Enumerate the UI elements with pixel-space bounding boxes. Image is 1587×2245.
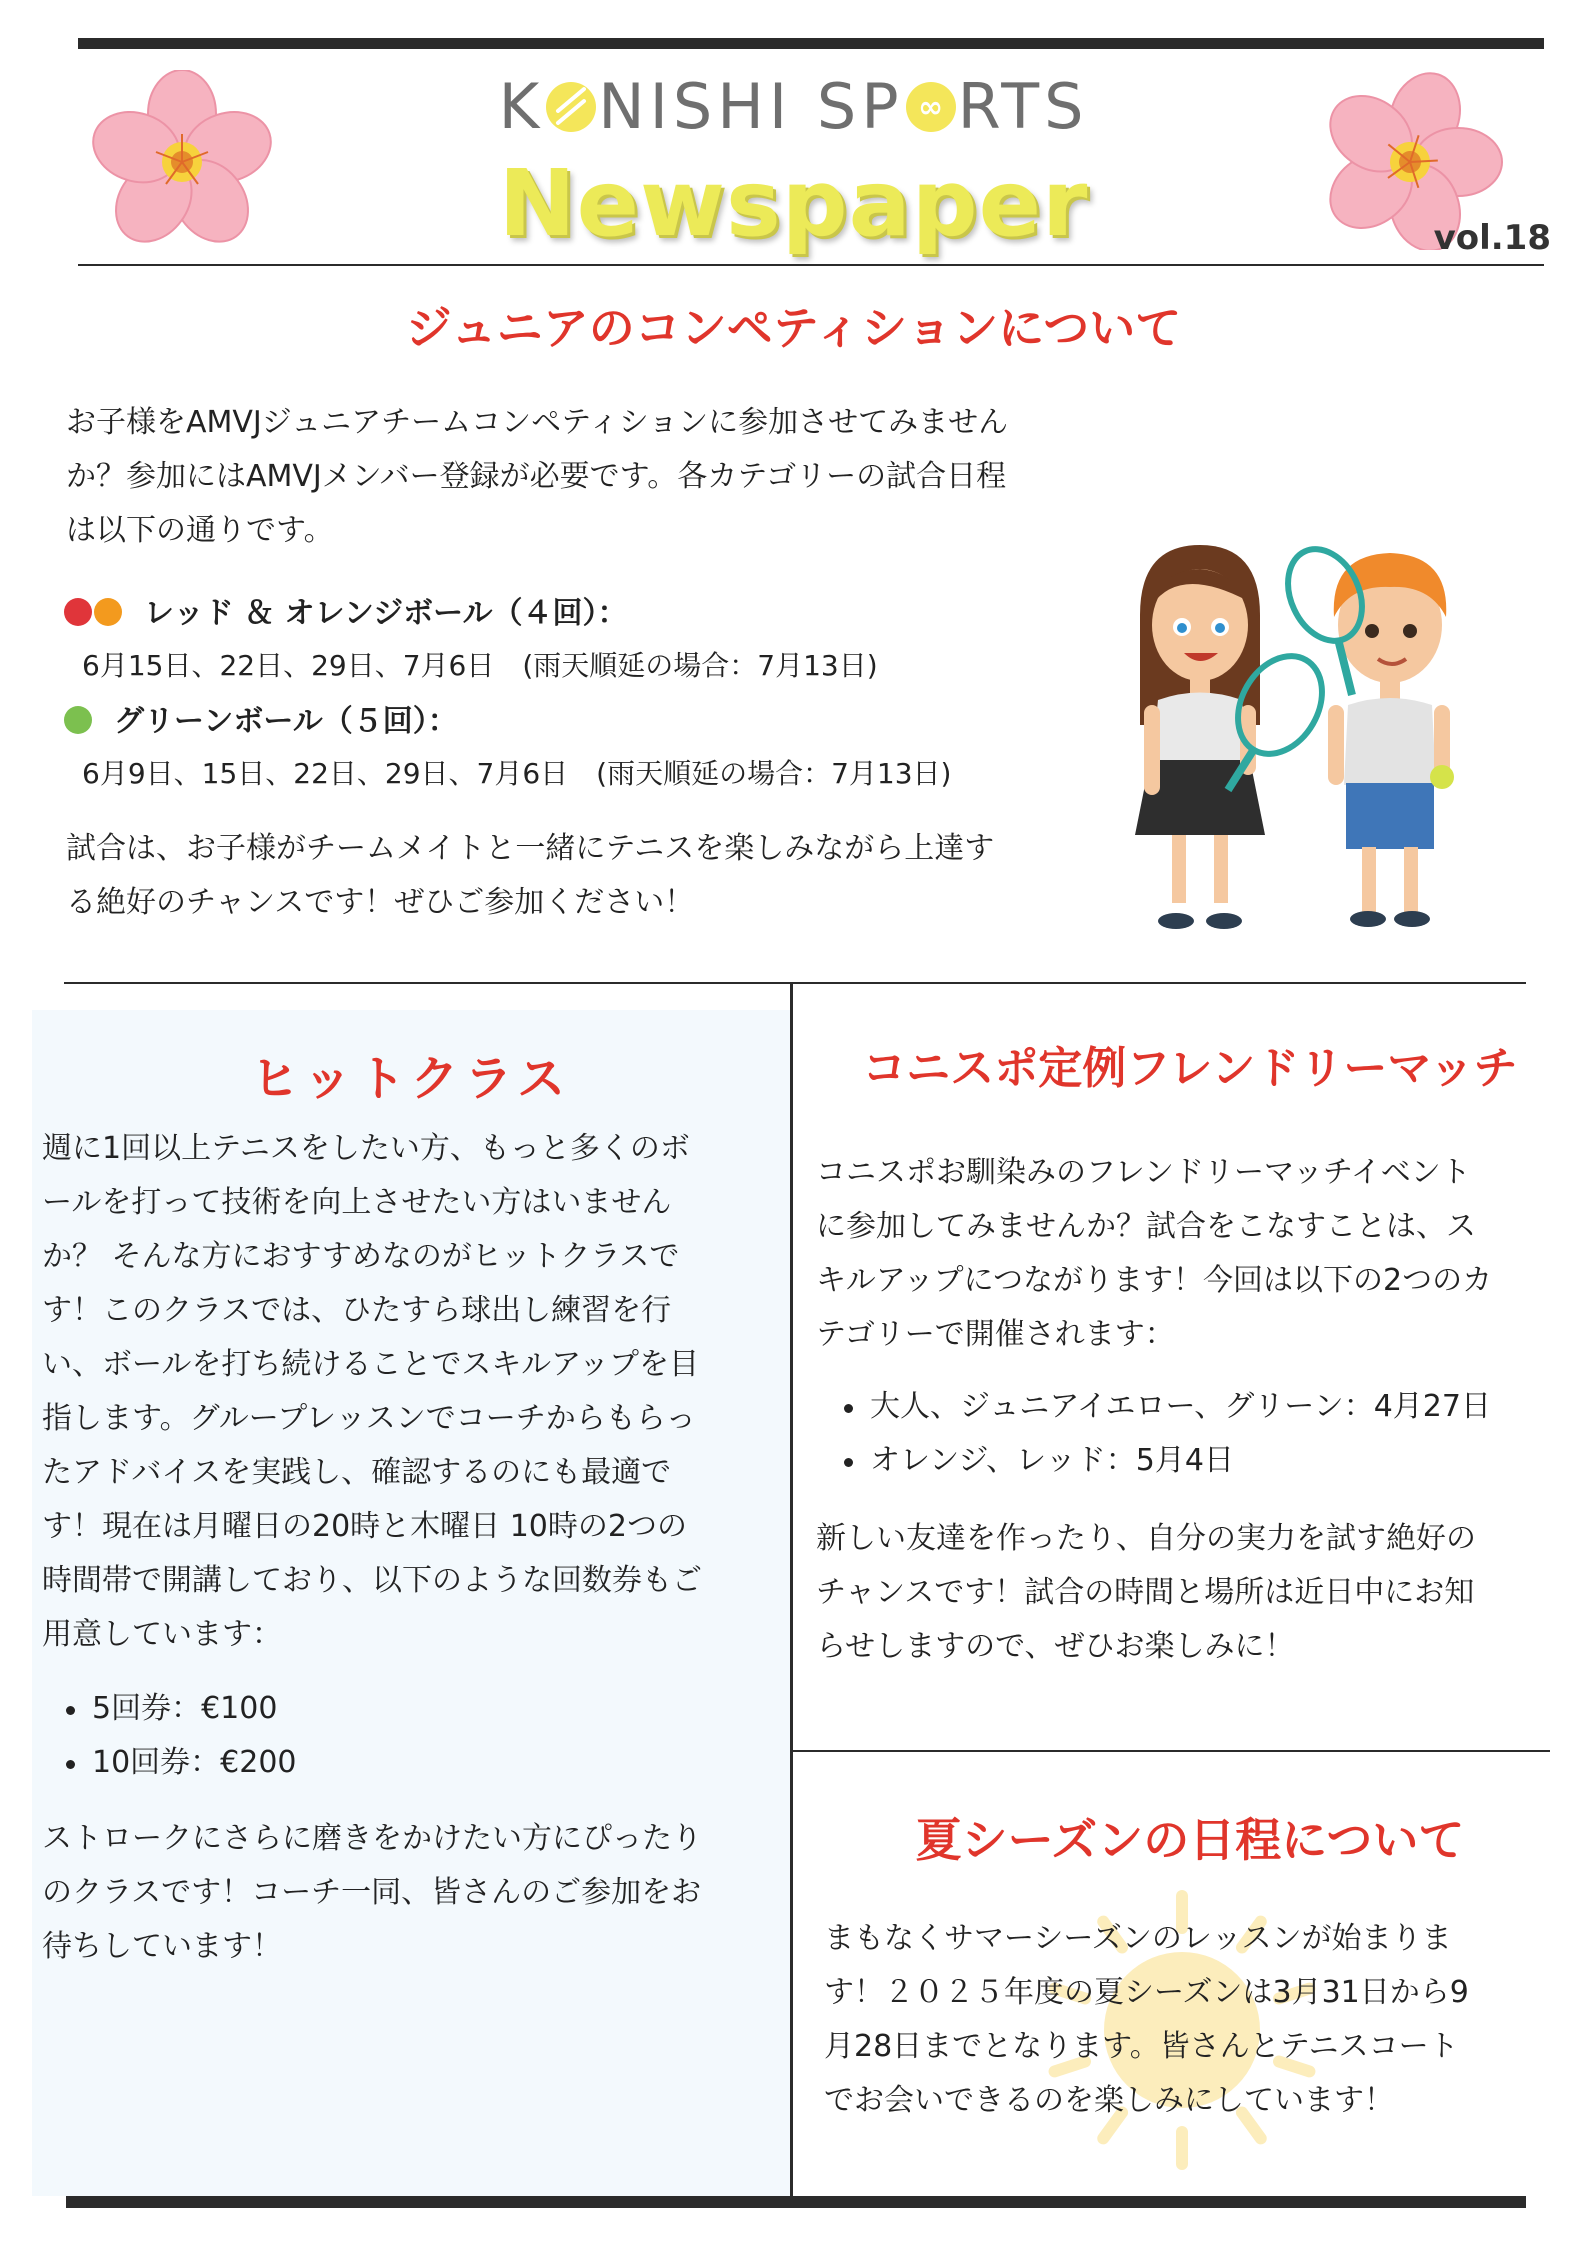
column-divider [790,982,793,2200]
hit-class-closing-line: のクラスです！コーチ一同、皆さんのご参加をお [42,1875,702,1910]
friendly-match-line: キルアップにつながります！今回は以下の2つのカ [816,1263,1493,1298]
summer-line: まもなくサマーシーズンのレッスンが始まりま [824,1921,1452,1956]
green-category-title [64,696,458,740]
infinity-glyph: ∞ [918,90,944,125]
green-title-text: グリーンボール（５回）： [114,704,458,739]
tennis-ball-icon [546,82,596,132]
friendly-match-heading: コニスポ定例フレンドリーマッチ [862,1043,1518,1094]
hit-class-closing-line: 待ちしています！ [42,1929,282,1964]
hit-class-line: 時間帯で開講しており、以下のような回数券もご [42,1563,702,1598]
summer-line: す！２０２５年度の夏シーズンは3月31日から9 [824,1975,1469,2010]
ticket-list [52,1682,297,1790]
friendly-match-closing-line: 新しい友達を作ったり、自分の実力を試す絶好の [816,1521,1476,1556]
junior-divider [64,982,1526,984]
hit-class-line: たアドバイスを実践し、確認するのにも最適で [42,1455,672,1490]
friendly-match-line: コニスポお馴染みのフレンドリーマッチイベント [816,1155,1471,1190]
hit-class-line: ールを打って技術を向上させたい方はいません [42,1185,672,1220]
orange-ball-icon [94,598,122,626]
summer-body [824,1912,1574,2128]
red-orange-title-text: レッド ＆ オレンジボール（４回）： [144,596,628,631]
hit-class-line: 週に1回以上テニスをしたい方、もっと多くのボ [42,1131,690,1166]
brand-text-middle: NISHI SP [598,70,904,143]
hit-class-line: 用意しています： [42,1617,282,1652]
right-column-divider [790,1750,1550,1752]
hit-class-line: 指します。グループレッスンでコーチからもらっ [42,1401,696,1436]
summer-line: でお会いできるのを楽しみにしています！ [824,2083,1394,2118]
friendly-match-categories [830,1380,1491,1488]
hit-class-line: す！このクラスでは、ひたすら球出し練習を行 [42,1293,672,1328]
friendly-match-closing [816,1512,1576,1674]
brand-text-start: K [498,70,545,143]
junior-closing [66,822,1126,930]
junior-intro-line: か？参加にはAMVJメンバー登録が必要です。各カテゴリーの試合日程 [66,459,1007,494]
hit-class-heading: ヒットクラス [250,1051,572,1107]
junior-intro-line: は以下の通りです。 [66,513,334,548]
friendly-match-closing-line: チャンスです！試合の時間と場所は近日中にお知 [816,1575,1475,1610]
brand-logo [0,70,1587,143]
category-item: オレンジ、レッド：5月4日 [830,1434,1491,1488]
hit-class-body [42,1122,787,1662]
summer-heading: 夏シーズンの日程について [915,1813,1465,1867]
junior-heading: ジュニアのコンペティションについて [405,301,1182,355]
category-item: 大人、ジュニアイエロー、グリーン：4月27日 [830,1380,1491,1434]
friendly-match-closing-line: らせしますので、ぜひお楽しみに！ [816,1629,1295,1664]
hit-class-line: す！現在は月曜日の20時と木曜日 10時の2つの [42,1509,687,1544]
girl-figure [1135,545,1339,929]
hit-class-line: か？ そんな方におすすめなのがヒットクラスで [42,1239,680,1274]
summer-line: 月28日までとなります。皆さんとテニスコート [824,2029,1459,2064]
hit-class-closing-line: ストロークにさらに磨きをかけたい方にぴったり [42,1821,702,1856]
hit-class-line: い、ボールを打ち続けることでスキルアップを目 [42,1347,699,1382]
red-orange-dates: 6月15日、22日、29日、7月6日 (雨天順延の場合：7月13日) [82,649,878,682]
newspaper-title: Newspaper [498,150,1089,257]
bottom-rule [66,2196,1526,2208]
friendly-match-line: テゴリーで開催されます： [816,1317,1175,1352]
junior-closing-line: る絶好のチャンスです！ぜひご参加ください！ [66,885,695,920]
top-rule [78,38,1544,49]
kids-tennis-illustration [1120,535,1510,935]
junior-closing-line: 試合は、お子様がチームメイトと一緒にテニスを楽しみながら上達す [66,831,995,866]
junior-intro [66,396,1126,558]
friendly-match-line: に参加してみませんか？試合をこなすことは、ス [816,1209,1476,1244]
brand-text-end: RTS [957,70,1089,143]
green-ball-icon [64,706,92,734]
red-ball-icon [64,598,92,626]
ticket-item: 10回券：€200 [52,1736,297,1790]
junior-intro-line: お子様をAMVJジュニアチームコンペティションに参加させてみません [66,405,1009,440]
hit-class-closing [42,1812,787,1974]
volume-label: vol.18 [1433,218,1551,258]
friendly-match-body [816,1146,1576,1362]
masthead-divider [78,264,1544,266]
ticket-item: 5回券：€100 [52,1682,297,1736]
infinity-ball-icon [906,82,956,132]
boy-figure [1274,537,1454,927]
green-dates: 6月9日、15日、22日、29日、7月6日 (雨天順延の場合：7月13日) [82,757,952,790]
red-orange-category-title [64,588,628,632]
